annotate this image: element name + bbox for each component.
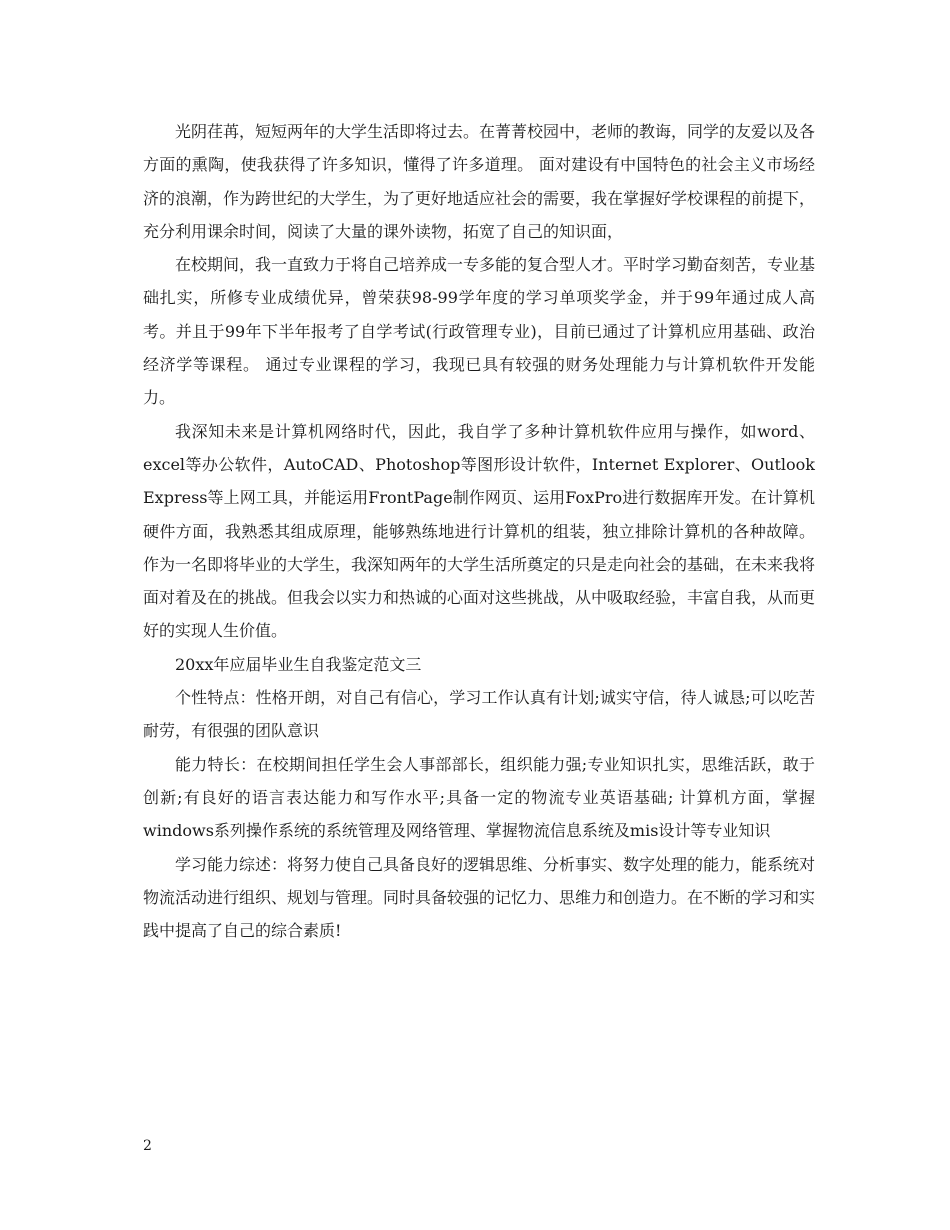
paragraph-intro: 光阴荏苒，短短两年的大学生活即将过去。在菁菁校园中，老师的教诲，同学的友爱以及各方面的熏陶，使我获得了许多知识，懂得了许多道理。 面对建设有中国特色的社会主义市场经济的浪潮，作为跨世纪的大学生，为了更好地适应社会的需要，我在掌握好学校课程的前提下，充分利用课余时间，阅读了大量的课外读物，拓宽了自己的知识面，: [143, 122, 816, 241]
paragraph-computer-skills: 我深知未来是计算机网络时代，因此，我自学了多种计算机软件应用与操作，如word、excel等办公软件，AutoCAD、Photoshop等图形设计软件，Internet Explorer、Outlook Express等上网工具，并能运用FrontPage制作网页、运用FoxPro进行数据库开发。在计算机硬件方面，我熟悉其组成原理，能够熟练地进行计算机的组装，独立排除计算机的各种故障。 作为一名即将毕业的大学生，我深知两年的大学生活所奠定的只是走向社会的基础，在未来我将面对着及在的挑战。但我会以实力和热诚的心面对这些挑战，从中吸取经验，丰富自我，从而更好的实现人生价值。: [143, 421, 816, 641]
paragraph-learning: 学习能力综述：将努力使自己具备良好的逻辑思维、分析事实、数字处理的能力，能系统对物流活动进行组织、规划与管理。同时具备较强的记忆力、思维力和创造力。在不断的学习和实践中提高了自己的综合素质!: [143, 854, 816, 941]
document-body: [143, 115, 815, 947]
section-heading: 20xx年应届毕业生自我鉴定范文三: [175, 654, 422, 674]
paragraph-study: 在校期间，我一直致力于将自己培养成一专多能的复合型人才。平时学习勤奋刻苦，专业基础扎实，所修专业成绩优异，曾荣获98-99学年度的学习单项奖学金，并于99年通过成人高考。并且于99年下半年报考了自学考试(行政管理专业)，目前已通过了计算机应用基础、政治经济学等课程。 通过专业课程的学习，我现已具有较强的财务处理能力与计算机软件开发能力。: [143, 255, 816, 408]
paragraph-abilities: 能力特长：在校期间担任学生会人事部部长，组织能力强;专业知识扎实，思维活跃，敢于创新;有良好的语言表达能力和写作水平;具备一定的物流专业英语基础; 计算机方面，掌握windows系列操作系统的系统管理及网络管理、掌握物流信息系统及mis设计等专业知识: [143, 754, 815, 841]
page-number: 2: [143, 1138, 152, 1154]
paragraph-personality: 个性特点：性格开朗，对自己有信心，学习工作认真有计划;诚实守信，待人诚恳;可以吃苦耐劳，有很强的团队意识: [143, 688, 815, 741]
